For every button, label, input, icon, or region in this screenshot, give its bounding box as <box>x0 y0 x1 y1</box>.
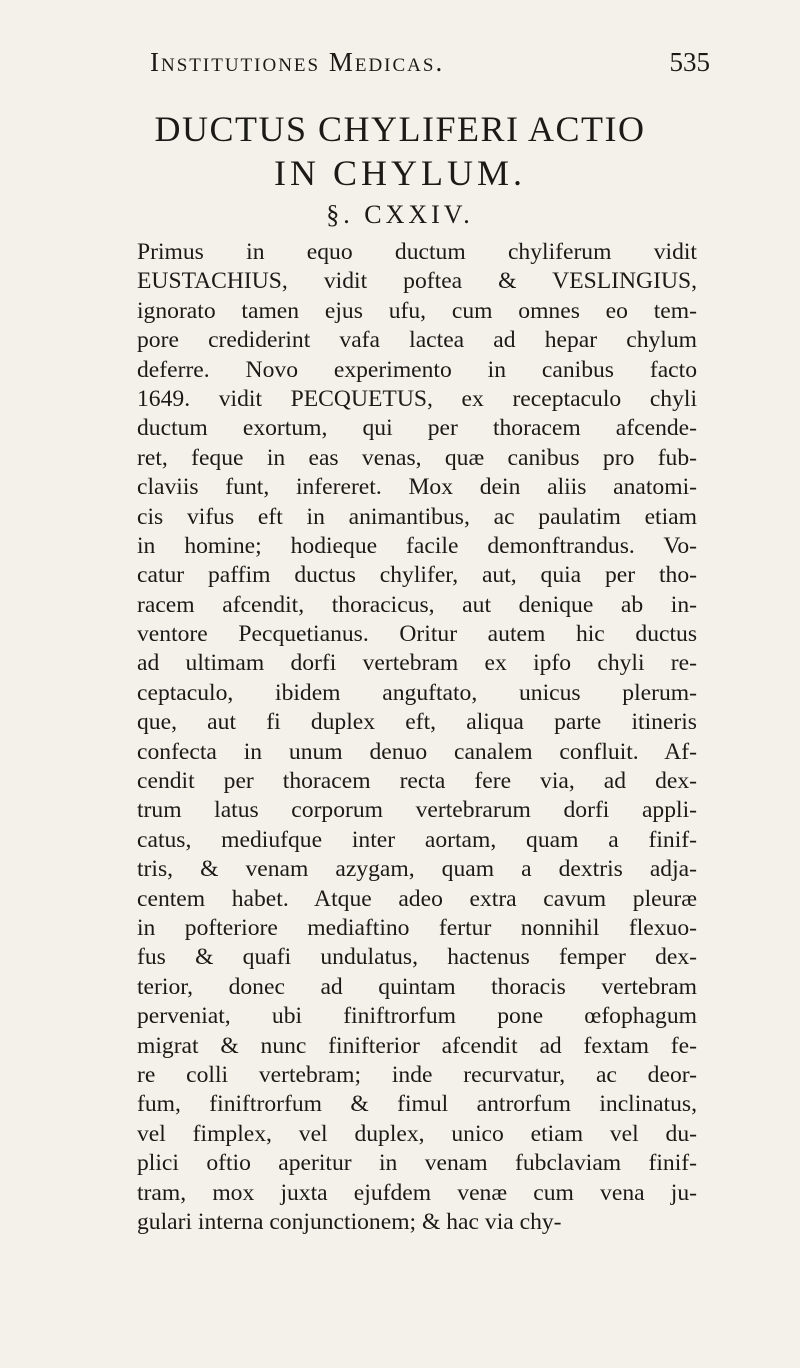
text-line: racem afcendit, thoracicus, aut denique ab in- <box>137 591 697 618</box>
text-line: tris, & venam azygam, quam a dextris adja- <box>137 856 697 883</box>
section-number: §. CXXIV. <box>326 200 474 229</box>
text-line: trum latus corporum vertebrarum dorfi appli- <box>137 797 697 824</box>
text-line: ret, feque in eas venas, quæ canibus pro fub- <box>137 444 697 471</box>
text-line: plici oftio aperitur in venam fubclaviam finif- <box>137 1150 697 1177</box>
running-title: Institutiones Medicas. <box>150 47 445 77</box>
chapter-title-line-2: IN CHYLUM. <box>274 153 526 193</box>
running-head <box>150 47 710 87</box>
text-line: catus, mediufque inter aortam, quam a finif- <box>137 826 697 853</box>
text-line: terior, donec ad quintam thoracis vertebram <box>137 973 697 1000</box>
text-line: fus & quafi undulatus, hactenus femper dex- <box>137 944 697 971</box>
text-line: fum, finiftrorfum & fimul antrorfum inclinatus, <box>137 1091 697 1118</box>
text-line: ventore Pecquetianus. Oritur autem hic ductus <box>137 621 697 648</box>
text-line: ignorato tamen ejus ufu, cum omnes eo tem- <box>137 297 697 324</box>
text-line: confecta in unum denuo canalem confluit. Af- <box>137 738 697 765</box>
text-line: cendit per thoracem recta fere via, ad dex- <box>137 768 697 795</box>
text-line: centem habet. Atque adeo extra cavum pleuræ <box>137 885 697 912</box>
body-paragraph <box>137 238 697 1237</box>
text-line: deferre. Novo experimento in canibus facto <box>137 356 697 383</box>
text-line: Primus in equo ductum chyliferum vidit <box>137 239 697 265</box>
text-line: ductum exortum, qui per thoracem afcende- <box>137 415 697 442</box>
text-line: 1649. vidit PECQUETUS, ex receptaculo chyli <box>137 385 697 412</box>
chapter-title-line-1: DUCTUS CHYLIFERI ACTIO <box>154 109 646 149</box>
text-line: migrat & nunc finifterior afcendit ad fextam fe- <box>137 1032 697 1059</box>
text-line: perveniat, ubi finiftrorfum pone œfophagum <box>137 1003 697 1030</box>
text-line: catur paffim ductus chylifer, aut, quia per tho- <box>137 562 697 589</box>
text-line: gulari interna conjunctionem; & hac via chy- <box>137 1208 562 1235</box>
text-line: EUSTACHIUS, vidit poftea & VESLINGIUS, <box>137 268 697 295</box>
page-number: 535 <box>669 47 710 77</box>
text-line: tram, mox juxta ejufdem venæ cum vena ju- <box>137 1179 697 1206</box>
text-line: in pofteriore mediaftino fertur nonnihil flexuo- <box>137 914 697 941</box>
text-line: claviis funt, infereret. Mox dein aliis anatomi- <box>137 474 697 501</box>
text-line: que, aut fi duplex eft, aliqua parte itineris <box>137 709 697 736</box>
text-line: vel fimplex, vel duplex, unico etiam vel du- <box>137 1120 697 1147</box>
text-line: re colli vertebram; inde recurvatur, ac deor- <box>137 1061 697 1088</box>
text-line: pore crediderint vafa lactea ad hepar chylum <box>137 327 697 354</box>
text-line: in homine; hodieque facile demonftrandus. Vo- <box>137 532 697 559</box>
text-line: ceptaculo, ibidem anguftato, unicus plerum- <box>137 679 697 706</box>
text-line: ad ultimam dorfi vertebram ex ipfo chyli re- <box>137 650 697 677</box>
text-line: cis vifus eft in animantibus, ac paulatim etiam <box>137 503 697 530</box>
